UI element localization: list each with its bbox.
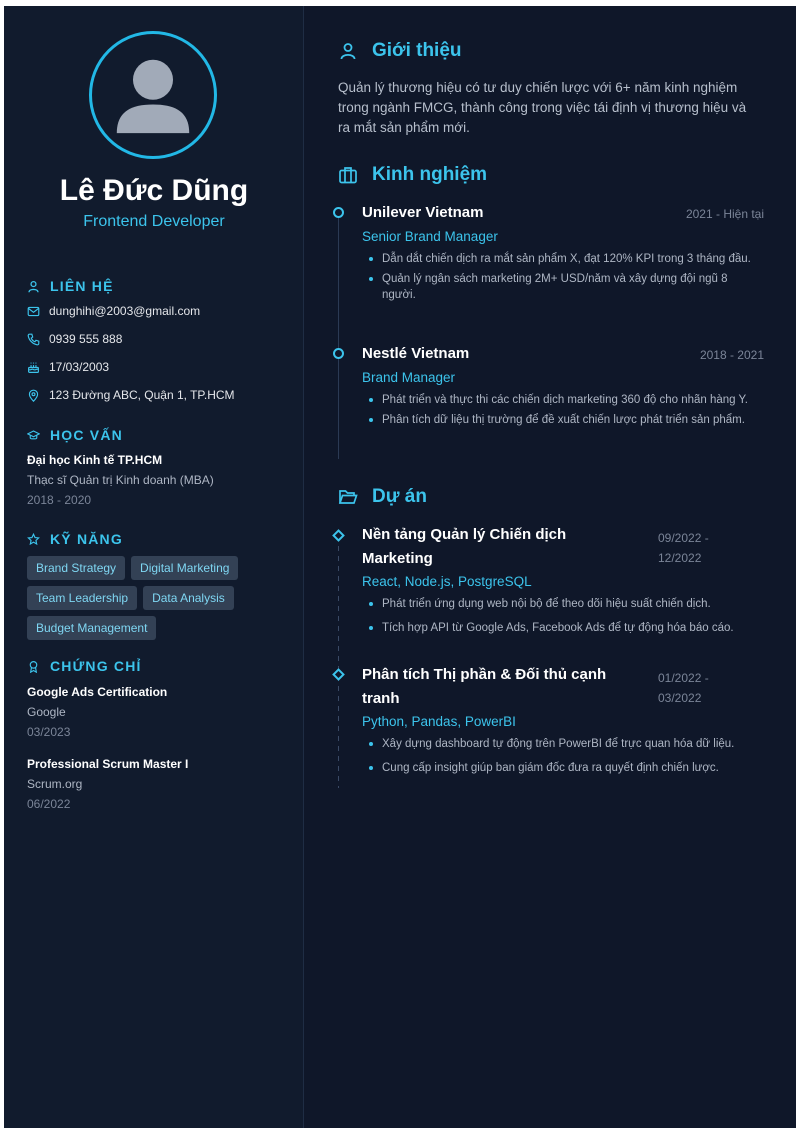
experience-date: 2018 - 2021 — [699, 348, 764, 362]
experience-section-title — [338, 164, 487, 186]
cake-icon — [27, 361, 40, 374]
bullet-item: Phát triển ứng dụng web nội bộ để theo dõi hiệu suất chiến dịch. — [362, 596, 767, 612]
about-section-title — [338, 40, 462, 62]
certificate-date: 06/2022 — [27, 797, 71, 811]
timeline-diamond — [332, 668, 345, 681]
experience-company: Nestlé Vietnam — [362, 345, 470, 362]
timeline-dot — [333, 348, 344, 359]
experience-title: Kinh nghiệm — [372, 164, 488, 185]
skill-tag: Data Analysis — [143, 586, 234, 610]
projects-section-title — [338, 486, 427, 508]
experience-position: Senior Brand Manager — [362, 229, 498, 244]
experience-bullets — [362, 392, 762, 432]
project-bullets — [362, 596, 767, 640]
education-school: Đại học Kinh tế TP.HCM — [27, 453, 163, 467]
certificate-name: Google Ads Certification — [27, 685, 168, 699]
about-text: Quản lý thương hiệu có tư duy chiến lược với 6+ năm kinh nghiệm trong ngành FMCG, thành công trong việc tái định vị thương hiệu và ra mắt sản phẩm mới. — [338, 80, 747, 135]
skills-title: KỸ NĂNG — [50, 531, 123, 547]
skill-tag: Digital Marketing — [131, 556, 238, 580]
contact-email: dunghihi@2003@gmail.com — [49, 304, 201, 318]
projects-timeline-line — [338, 536, 339, 788]
certificates-section-title — [27, 658, 142, 674]
contact-email-row[interactable] — [27, 304, 200, 318]
profile-name: Lê Đức Dũng — [59, 174, 249, 207]
sidebar — [4, 6, 304, 1128]
avatar — [89, 31, 217, 159]
education-title: HỌC VẤN — [50, 427, 123, 443]
user-avatar-icon — [92, 31, 214, 159]
project-tech: Python, Pandas, PowerBI — [362, 714, 516, 729]
project-date: 09/2022 - 12/2022 — [658, 531, 709, 565]
certificate-org: Google — [27, 705, 66, 719]
folder-open-icon — [338, 487, 358, 507]
bullet-item: Dẫn dắt chiến dịch ra mắt sản phẩm X, đạt 120% KPI trong 3 tháng đầu. — [362, 251, 762, 267]
timeline-diamond — [332, 529, 345, 542]
certificate-name: Professional Scrum Master I — [27, 757, 189, 771]
projects-title: Dự án — [372, 486, 427, 507]
contact-phone-row[interactable] — [27, 332, 122, 346]
skill-tag: Brand Strategy — [27, 556, 125, 580]
bullet-item: Phát triển và thực thi các chiến dịch marketing 360 độ cho nhãn hàng Y. — [362, 392, 762, 408]
contact-birthday: 17/03/2003 — [49, 360, 110, 374]
main-content — [304, 6, 796, 1128]
briefcase-icon — [338, 165, 358, 185]
certificate-org: Scrum.org — [27, 777, 83, 791]
star-icon — [27, 533, 40, 546]
education-degree: Thạc sĩ Quản trị Kinh doanh (MBA) — [27, 473, 214, 487]
education-years: 2018 - 2020 — [27, 493, 92, 507]
timeline-dot — [333, 207, 344, 218]
experience-position: Brand Manager — [362, 370, 456, 385]
phone-icon — [27, 333, 40, 346]
about-title: Giới thiệu — [372, 40, 462, 61]
contact-title: LIÊN HỆ — [50, 278, 114, 294]
experience-bullets — [362, 251, 762, 307]
education-section-title — [27, 427, 123, 443]
cv-page — [4, 6, 796, 1128]
certificate-date: 03/2023 — [27, 725, 71, 739]
experience-date: 2021 - Hiện tại — [685, 207, 764, 221]
project-date: 01/2022 - 03/2022 — [658, 671, 709, 705]
user-icon — [338, 41, 358, 61]
map-pin-icon — [27, 389, 40, 402]
experience-timeline-line — [338, 214, 339, 459]
skill-tag: Team Leadership — [27, 586, 137, 610]
certificates-title: CHỨNG CHỈ — [50, 658, 142, 674]
project-name: Nền tảng Quản lý Chiến dịch Marketing — [362, 526, 567, 567]
contact-birthday-row — [27, 360, 109, 374]
bullet-item: Xây dựng dashboard tự động trên PowerBI để trực quan hóa dữ liệu. — [362, 736, 767, 752]
skills-section-title — [27, 531, 123, 547]
contact-section-title — [27, 278, 114, 294]
bullet-item: Phân tích dữ liệu thị trường để đề xuất chiến lược phát triển sản phẩm. — [362, 412, 762, 428]
graduation-cap-icon — [27, 429, 40, 442]
project-bullets — [362, 736, 767, 780]
skill-tag: Budget Management — [27, 616, 156, 640]
project-name: Phân tích Thị phần & Đối thủ cạnh tranh — [362, 666, 607, 707]
bullet-item: Tích hợp API từ Google Ads, Facebook Ads để tự động hóa báo cáo. — [362, 620, 767, 636]
award-icon — [27, 660, 40, 673]
user-icon — [27, 280, 40, 293]
contact-address-row — [27, 388, 235, 402]
bullet-item: Cung cấp insight giúp ban giám đốc đưa ra quyết định chiến lược. — [362, 760, 767, 776]
contact-phone: 0939 555 888 — [49, 332, 123, 346]
skills-list — [27, 556, 287, 640]
contact-address: 123 Đường ABC, Quận 1, TP.HCM — [49, 388, 235, 402]
project-tech: React, Node.js, PostgreSQL — [362, 574, 532, 589]
profile-role: Frontend Developer — [83, 213, 225, 230]
bullet-item: Quản lý ngân sách marketing 2M+ USD/năm và xây dựng đội ngũ 8 người. — [362, 271, 762, 303]
mail-icon — [27, 305, 40, 318]
experience-company: Unilever Vietnam — [362, 204, 484, 221]
